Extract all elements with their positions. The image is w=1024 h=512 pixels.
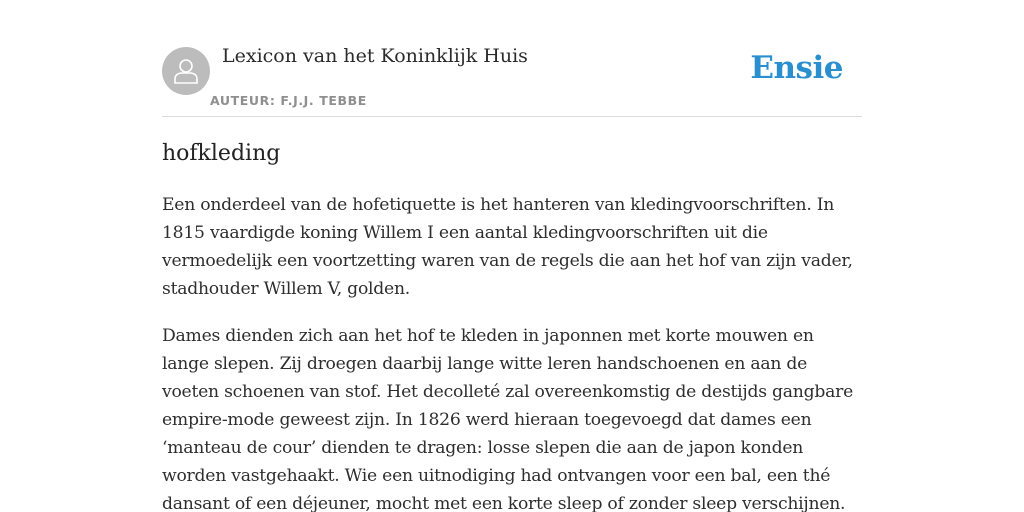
article-container bbox=[162, 0, 862, 512]
paragraph: Dames dienden zich aan het hof te kleden in japonnen met korte mouwen en lange slepen. Zij droegen daarbij lange witte leren handschoenen en aan de voeten schoenen van stof. Het decolleté zal overeenkomstig de destijds gangbare empire-mode geweest zijn. In 1826 werd hieraan toegevoegd dat dames een ‘manteau de cour’ dienden te dragen: losse slepen die aan de japon konden worden vastgehaakt. Wie een uitnodiging had ontvangen voor een bal, een thé dansant of een déjeuner, mocht met een korte sleep of zonder sleep verschijnen. bbox=[162, 326, 854, 512]
ensie-logo[interactable]: Ensie bbox=[750, 50, 843, 86]
author-avatar[interactable] bbox=[162, 47, 210, 95]
user-icon bbox=[162, 47, 210, 95]
book-title[interactable]: Lexicon van het Koninklijk Huis bbox=[222, 45, 528, 67]
entry-body bbox=[162, 191, 862, 512]
article-header bbox=[162, 0, 862, 117]
author-name[interactable]: AUTEUR: F.J.J. TEBBE bbox=[210, 93, 367, 108]
paragraph: Een onderdeel van de hofetiquette is het hanteren van kledingvoorschriften. In 1815 vaardigde koning Willem I een aantal kledingvoorschriften uit die vermoedelijk een voortzetting waren van de regels die aan het hof van zijn vader, stadhouder Willem V, golden. bbox=[162, 195, 853, 299]
entry-title: hofkleding bbox=[162, 141, 281, 166]
